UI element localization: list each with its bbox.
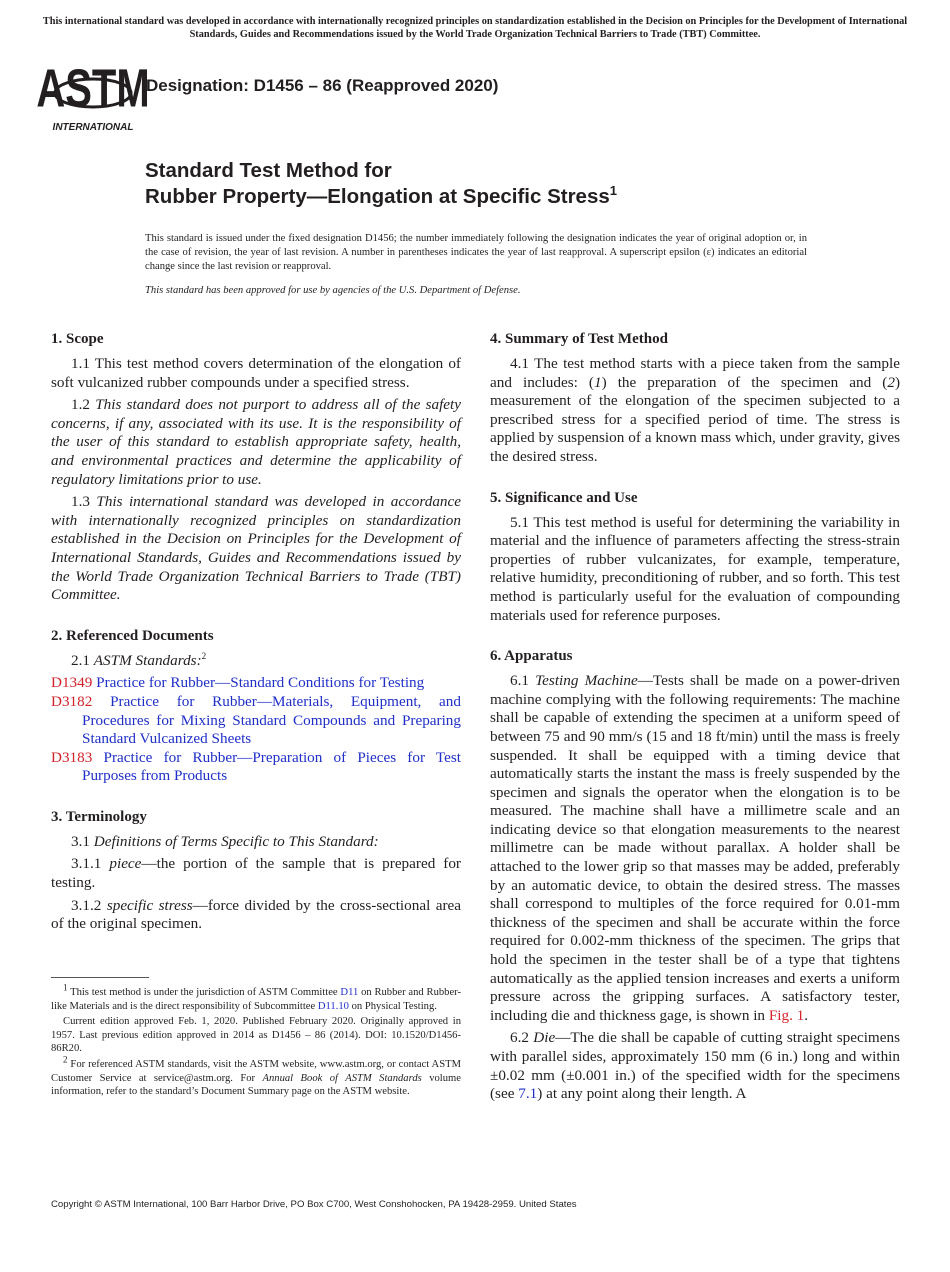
- section: [51, 627, 461, 786]
- text-run: —force divided by the cross-sectional area of the original specimen.: [51, 896, 461, 933]
- italic-text: Die: [533, 1029, 556, 1047]
- reference-link[interactable]: D3182: [51, 692, 93, 710]
- reference-link[interactable]: Practice for Rubber—Materials, Equipment, and Procedures for Mixing Standard Compounds and Preparing Standard Vulcanized Sheets: [82, 692, 461, 748]
- section-heading: 4. Summary of Test Method: [490, 331, 668, 347]
- footnote: [51, 1015, 461, 1056]
- section-heading: 3. Terminology: [51, 808, 147, 825]
- footnote: [51, 1054, 461, 1099]
- italic-text: ASTM Standards:: [93, 651, 202, 669]
- svg-text:INTERNATIONAL: INTERNATIONAL: [52, 122, 134, 133]
- text-run: .: [804, 1006, 809, 1024]
- paragraph: [490, 355, 900, 467]
- text-run: 2.1: [71, 651, 94, 669]
- paragraph: [51, 897, 461, 934]
- footnote-divider: [51, 977, 149, 978]
- dod-note: This standard has been approved for use by agencies of the U.S. Department of Defense.: [145, 285, 521, 296]
- section-heading: 5. Significance and Use: [490, 489, 638, 506]
- reference-link[interactable]: D11: [340, 987, 359, 998]
- text-run: ) the preparation of the specimen and (: [601, 373, 888, 391]
- title-line-2: [145, 184, 617, 210]
- designation: Designation: D1456 – 86 (Reapproved 2020): [146, 76, 499, 95]
- section: [490, 330, 900, 467]
- reference-link[interactable]: D3183: [51, 748, 93, 766]
- italic-text: 1: [593, 373, 602, 391]
- reference-link[interactable]: D1349: [51, 674, 93, 692]
- section: [51, 808, 461, 934]
- title-text: Rubber Property—Elongation at Specific Stress: [145, 185, 610, 208]
- text-run: 6.1: [510, 672, 536, 690]
- copyright-footer: Copyright © ASTM International, 100 Barr Harbor Drive, PO Box C700, West Conshohocken, PA 19428-2959. United States: [51, 1199, 577, 1210]
- section: [490, 647, 900, 1104]
- left-column: [51, 330, 461, 956]
- section-heading: 6. Apparatus: [490, 648, 573, 665]
- paragraph: [51, 855, 461, 892]
- right-column: [490, 330, 900, 1126]
- reference-link[interactable]: Fig. 1: [768, 1006, 805, 1024]
- text-run: volume information, refer to the standard’s Document Summary page on the ASTM website.: [51, 1072, 461, 1098]
- text-run: 1.2: [71, 396, 96, 414]
- reference-link[interactable]: 2: [63, 1054, 68, 1065]
- text-run: This test method is under the jurisdiction of ASTM Committee: [67, 987, 341, 998]
- astm-logo: [36, 55, 150, 133]
- reference-link[interactable]: 7.1: [518, 1085, 538, 1103]
- reference-link[interactable]: D11.10: [317, 1000, 349, 1012]
- text-run: on Rubber and Rubber-like Materials and is the direct responsibility of Subcommittee: [51, 987, 462, 1012]
- paragraph: [51, 396, 461, 489]
- text-run: —The die shall be capable of cutting straight specimens with parallel sides, approximately 150 mm (6 in.) long and within ±0.02 mm (±0.001 in.) of the specified width for the specimens (see: [490, 1029, 900, 1103]
- paragraph: [51, 355, 461, 392]
- text-run: 5.1 This test method is useful for determining the variability in material and the influence of parameters affecting the stress-strain properties of rubber vulcanizates, for example, temperature, relative humidity, preconditioning of rubber, and so forth. This test method is particularly useful for the evaluation of compounding materials used for reference purposes.: [490, 513, 900, 624]
- standard-notice: This international standard was developed in accordance with internationally recognized principles on standardization established in the Decision on Principles for the Development of International Standards, Guides and Recommendations issued by the World Trade Organization Technical Barriers to Trade (TBT) Committee.: [42, 16, 908, 40]
- section-heading: 1. Scope: [51, 331, 104, 347]
- reference-link[interactable]: Practice for Rubber—Standard Conditions for Testing: [92, 674, 425, 692]
- text-run: 4.1 The test method starts with a piece taken from the sample and includes: (: [490, 355, 900, 391]
- reference-link[interactable]: 1: [63, 982, 68, 993]
- paragraph: [490, 672, 900, 1025]
- text-run: For referenced ASTM standards, visit the ASTM website, www.astm.org, or contact ASTM Customer Service at service@astm.org. For: [51, 1058, 461, 1084]
- text-run: 1.1 This test method covers determination of the elongation of soft vulcanized rubber compounds under a specified stress.: [51, 355, 461, 391]
- text-run: 6.2: [510, 1029, 534, 1047]
- title-line-1: Standard Test Method for: [145, 159, 392, 182]
- section: [490, 489, 900, 626]
- paragraph: [51, 652, 461, 671]
- text-run: ) measurement of the elongation of the specimen subjected to a prescribed stress for a specified period of time. The stress is applied by suspension of a known mass which, under gravity, gives the desired stress.: [490, 373, 901, 465]
- paragraph: [51, 493, 461, 605]
- referenced-document: [51, 693, 461, 749]
- text-run: ) at any point along their length. A: [537, 1085, 747, 1103]
- paragraph: [51, 833, 461, 852]
- intro-paragraph: This standard is issued under the fixed designation D1456; the number immediately following the designation indicates the year of original adoption or, in the case of revision, the year of last revision. A number in parentheses indicates the year of last reapproval. A superscript epsilon (ε) indicates an editorial change since the last revision or reapproval.: [145, 233, 807, 272]
- italic-text: This international standard was developed in accordance with internationally recognized principles on standardization established in the Decision on Principles for the Development of International Standards, Guides and Recommendations issued by the World Trade Organization Technical Barriers to Trade (TBT) Committee.: [51, 493, 461, 604]
- reference-link[interactable]: Practice for Rubber—Preparation of Pieces for Test Purposes from Products: [82, 748, 461, 785]
- footnotes: [51, 982, 462, 1101]
- section-heading: 2. Referenced Documents: [51, 627, 214, 644]
- text-run: 3.1.1: [71, 855, 110, 873]
- referenced-document: [51, 674, 461, 693]
- section: [51, 330, 461, 605]
- paragraph: [490, 514, 900, 626]
- referenced-document: [51, 749, 461, 786]
- text-run: 3.1.2: [71, 896, 107, 914]
- text-run: on Physical Testing.: [348, 1000, 437, 1012]
- document-title: [145, 158, 617, 210]
- italic-text: This standard does not purport to address all of the safety concerns, if any, associated with its use. It is the responsibility of the user of this standard to establish appropriate safety, health, and environmental practices and determine the applicability of regulatory limitations prior to use.: [51, 396, 461, 488]
- reference-link[interactable]: 2: [201, 650, 207, 661]
- text-run: —Tests shall be made on a power-driven machine complying with the following requirements: The machine shall be capable of extending the specimen at a uniform speed of between 75 and 90 mm/s (15 and 18 ft/min) until the mass is freely suspended. It shall be equipped with a timing device that automatically starts the instant the mass is freely suspended by the specimen and signals the operator when the elongation is to be measured. The machine shall have a millimetre scale and an indicating device so that elongation measurements to the nearest millimetre can be made without parallax. A holder shall be attached to the lower grip so that masses may be added, preferably by an automatic device, to obtain the desired stress. The masses shall correspond to multiples of the force required for 0.01-mm thickness of the specimen and shall be accurate within the force required for 0.002-mm thickness of the specimen. The grips that hold the specimen in the tester shall be of a type that tightens automatically as the applied tension increases and exerts a uniform pressure across the gripping surfaces. A satisfactory tester, including die and thickness gage, is shown in: [490, 672, 901, 1024]
- text-run: 3.1: [71, 832, 94, 850]
- italic-text: piece: [109, 855, 142, 873]
- italic-text: 2: [887, 373, 895, 391]
- italic-text: Annual Book of ASTM Standards: [262, 1072, 422, 1084]
- text-run: —the portion of the sample that is prepared for testing.: [51, 855, 461, 892]
- text-run: 1.3: [71, 493, 97, 511]
- svg-text:ASTM: ASTM: [36, 58, 150, 119]
- italic-text: Testing Machine: [535, 672, 638, 690]
- text-run: Current edition approved Feb. 1, 2020. Published February 2020. Originally approved in 1957. Last previous edition approved in 2014 as D1456 – 86 (2014). DOI: 10.1520/D1456-86R20.: [51, 1016, 461, 1055]
- footnote: [51, 982, 462, 1013]
- title-footnote-ref[interactable]: 1: [609, 183, 617, 199]
- italic-text: specific stress: [106, 896, 193, 914]
- italic-text: Definitions of Terms Specific to This Standard:: [93, 832, 379, 850]
- paragraph: [490, 1029, 900, 1103]
